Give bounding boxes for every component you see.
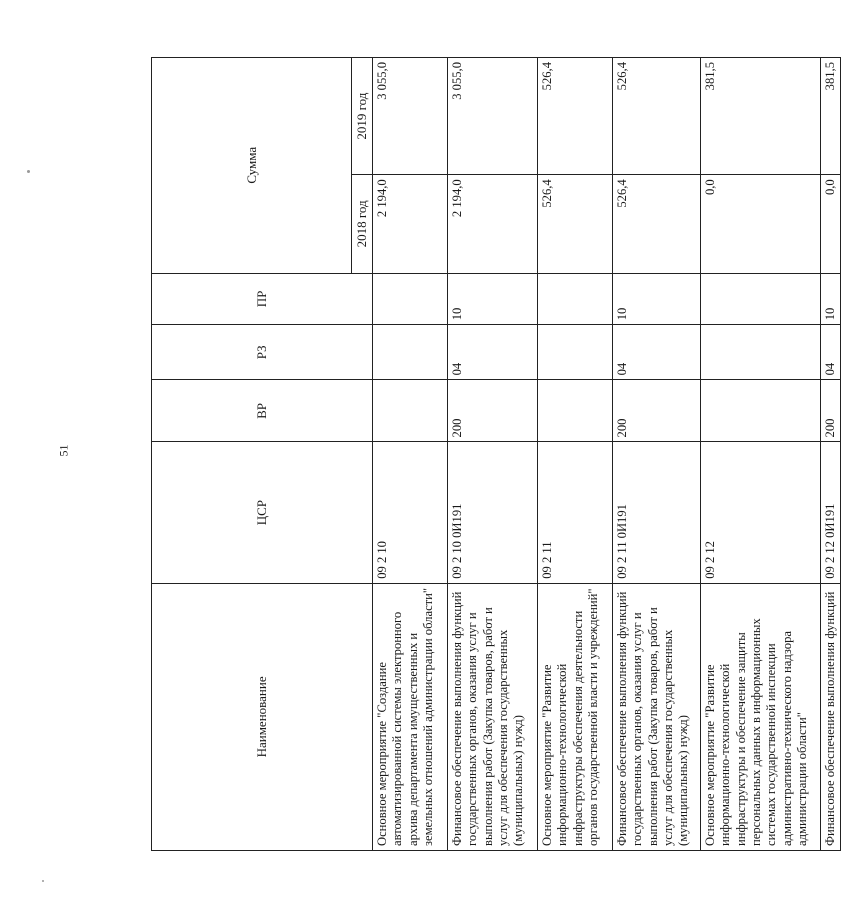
- budget-table: [151, 57, 841, 851]
- rotated-table-wrapper: [151, 57, 837, 851]
- row-csr: 09 2 10: [372, 442, 447, 583]
- row-vr: [700, 380, 820, 442]
- header-2019: 2019 год: [352, 58, 373, 175]
- row-rz: [537, 325, 612, 380]
- scan-speck: [27, 170, 30, 173]
- row-rz: [700, 325, 820, 380]
- header-name: Наименование: [152, 583, 373, 850]
- row-pr: 10: [820, 273, 840, 325]
- table-row: [820, 58, 840, 851]
- row-vr: 200: [447, 380, 537, 442]
- table-row: [612, 58, 700, 851]
- row-vr: [372, 380, 447, 442]
- header-2018: 2018 год: [352, 175, 373, 273]
- row-2019: 381,5: [820, 58, 840, 175]
- row-csr: 09 2 10 0И191: [447, 442, 537, 583]
- scan-speck: [42, 880, 44, 882]
- row-pr: [700, 273, 820, 325]
- row-rz: [372, 325, 447, 380]
- row-2018: 0,0: [700, 175, 820, 273]
- header-vr: ВР: [152, 380, 373, 442]
- row-2019: 526,4: [612, 58, 700, 175]
- row-2019: 526,4: [537, 58, 612, 175]
- row-pr: 10: [447, 273, 537, 325]
- row-2018: 526,4: [612, 175, 700, 273]
- row-vr: [537, 380, 612, 442]
- row-pr: [537, 273, 612, 325]
- row-csr: 09 2 12 0И191: [820, 442, 840, 583]
- table-row: [447, 58, 537, 851]
- header-row-top: [152, 58, 352, 851]
- page-number: 51: [56, 444, 71, 457]
- row-pr: 10: [612, 273, 700, 325]
- header-sum: Сумма: [152, 58, 352, 274]
- row-2018: 2 194,0: [372, 175, 447, 273]
- table-row: [537, 58, 612, 851]
- row-2019: 3 055,0: [447, 58, 537, 175]
- row-2018: 0,0: [820, 175, 840, 273]
- row-name: Финансовое обеспечение выполнения функций: [820, 583, 840, 850]
- row-pr: [372, 273, 447, 325]
- row-2019: 3 055,0: [372, 58, 447, 175]
- row-csr: 09 2 11: [537, 442, 612, 583]
- row-2018: 526,4: [537, 175, 612, 273]
- header-pr: ПР: [152, 273, 373, 325]
- row-2019: 381,5: [700, 58, 820, 175]
- table-row: [700, 58, 820, 851]
- row-vr: 200: [612, 380, 700, 442]
- row-name: Финансовое обеспечение выполнения функций государственных органов, оказания услуг и выполнения работ (Закупка товаров, работ и услуг для обеспечения государственных (муниципальных) нужд): [447, 583, 537, 850]
- row-vr: 200: [820, 380, 840, 442]
- row-rz: 04: [447, 325, 537, 380]
- header-rz: РЗ: [152, 325, 373, 380]
- row-name: Основное мероприятие "Развитие информационно-технологической инфраструктуры обеспечения деятельности органов государственной власти и учреждений": [537, 583, 612, 850]
- header-csr: ЦСР: [152, 442, 373, 583]
- row-csr: 09 2 12: [700, 442, 820, 583]
- row-name: Финансовое обеспечение выполнения функций государственных органов, оказания услуг и выполнения работ (Закупка товаров, работ и услуг для обеспечения государственных (муниципальных) нужд): [612, 583, 700, 850]
- row-rz: 04: [820, 325, 840, 380]
- row-csr: 09 2 11 0И191: [612, 442, 700, 583]
- row-name: Основное мероприятие "Развитие информационно-технологической инфраструктуры и обеспечение защиты персональных данных в информационных системах государственной инспекции административно-технического надзора администрации области": [700, 583, 820, 850]
- row-name: Основное мероприятие "Создание автоматизированной системы электронного архива департамента имущественных и земельных отношений администрации области": [372, 583, 447, 850]
- table-row: [372, 58, 447, 851]
- row-2018: 2 194,0: [447, 175, 537, 273]
- row-rz: 04: [612, 325, 700, 380]
